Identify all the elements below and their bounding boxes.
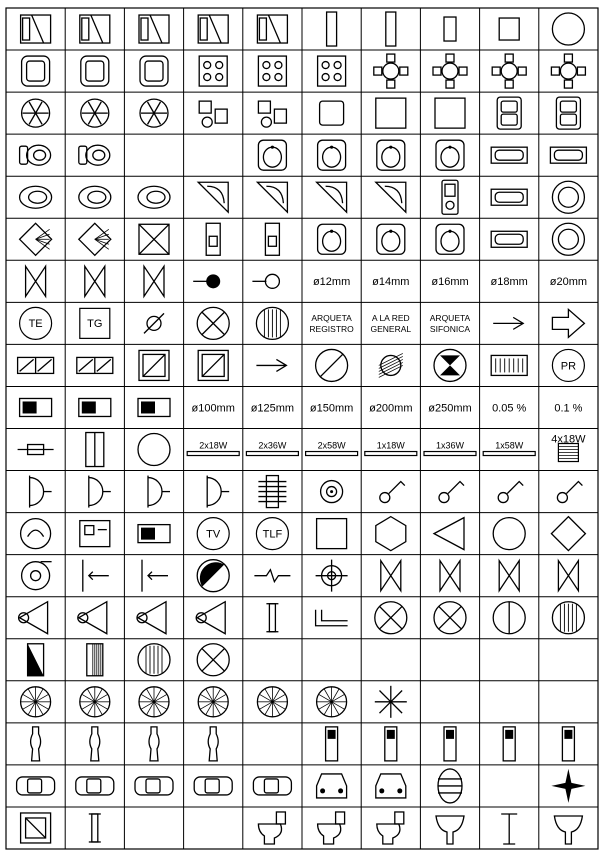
cell-label-text: 1x18W [376, 440, 405, 451]
cell-label-text: ø20mm [549, 276, 588, 289]
cell-label-text: TLF [262, 528, 283, 541]
cell-label-text: TG [87, 318, 103, 331]
tree-icon [257, 687, 287, 717]
cell-label [492, 402, 526, 414]
cell-label-text: 1x36W [435, 440, 465, 451]
cell-label [550, 276, 587, 288]
cell-label-text: 0.05 % [492, 402, 527, 415]
cell-label-text: ARQUETA [429, 312, 471, 323]
cell-label [428, 402, 471, 414]
tree-icon [317, 687, 347, 717]
tree-icon [139, 687, 169, 717]
cell-label [430, 313, 471, 334]
cell-label [431, 276, 468, 288]
cell-label-text: TE [28, 318, 43, 331]
cell-label-text: ø100mm [191, 402, 235, 415]
cell-label-text: ø125mm [250, 402, 295, 415]
tree-icon [198, 687, 228, 717]
cell-label [309, 313, 354, 334]
cell-label [310, 402, 353, 414]
cell-label-text: A LA RED [371, 312, 410, 323]
cell-label-text: 2x18W [199, 440, 228, 451]
cell-label [191, 402, 234, 414]
cell-label-text: GENERAL [370, 323, 412, 334]
cell-label-text: ø250mm [428, 402, 472, 415]
cell-label [369, 402, 412, 414]
diagonal-square-icon [198, 350, 228, 380]
cell-label-text: 4x18W [551, 433, 586, 446]
cell-label-text: ø150mm [309, 402, 354, 415]
diagonal-square-icon [139, 350, 169, 380]
cell-label-text: ø18mm [490, 276, 528, 289]
cell-label [554, 402, 582, 414]
cell-label-text: SIFONICA [429, 323, 471, 334]
cell-label-text: REGISTRO [309, 323, 354, 334]
cell-label-text: 2x36W [258, 440, 287, 451]
tree-icon [21, 687, 51, 717]
cell-label [370, 313, 411, 334]
cell-label [251, 402, 294, 414]
elevator-icon [21, 813, 51, 843]
cell-label-text: 0.1 % [554, 402, 583, 415]
cell-label-text: ARQUETA [311, 312, 352, 323]
cell-label-text: 1x58W [495, 440, 524, 451]
cell-label-text: 2x58W [317, 440, 346, 451]
cell-label [491, 276, 528, 288]
cell-label-text: ø200mm [369, 402, 413, 415]
cell-label-text: PR [560, 360, 577, 373]
cell-label-text: ø16mm [431, 276, 469, 289]
cell-label-text: ø14mm [372, 276, 410, 289]
cell-label-text: TV [206, 528, 221, 541]
cell-label [313, 276, 350, 288]
cell-label-text: ø12mm [312, 276, 351, 289]
cell-label [372, 276, 409, 288]
tree-icon [80, 687, 110, 717]
star-plant-icon [375, 686, 407, 718]
